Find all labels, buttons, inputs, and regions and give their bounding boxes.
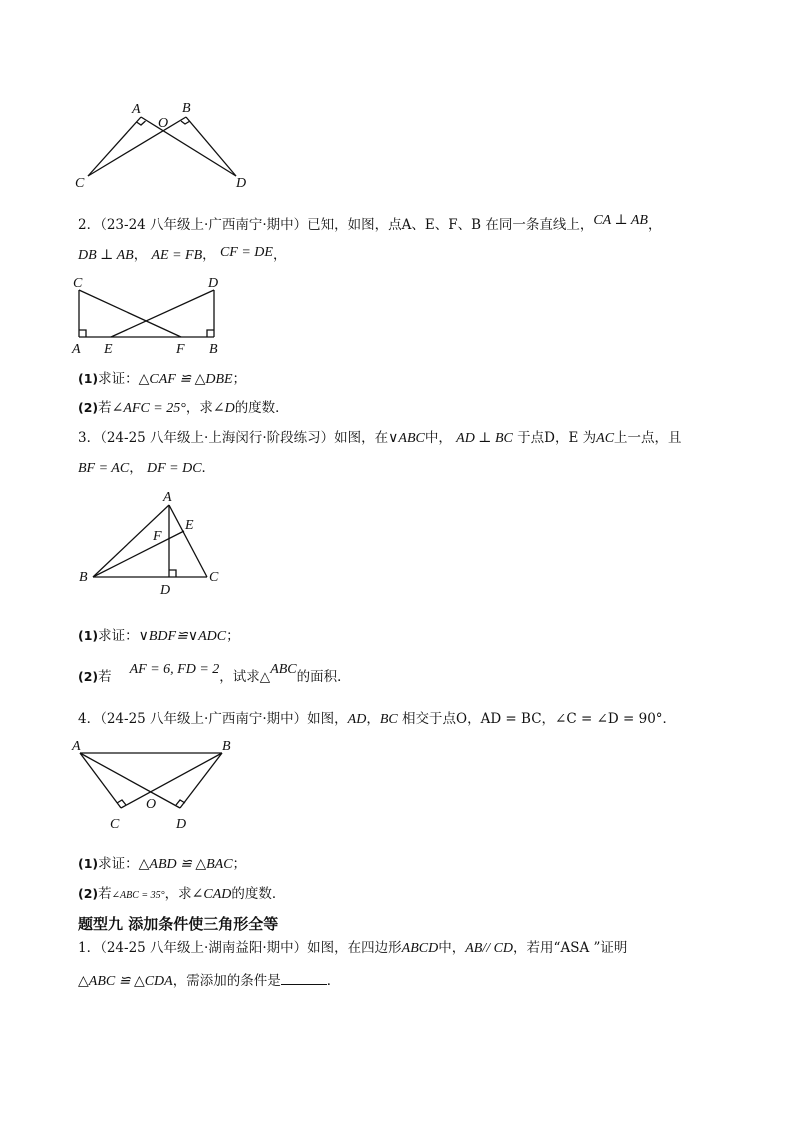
q3-triangle: ∨ABC: [388, 431, 425, 446]
s1-end1: ，需添加的条件是: [172, 973, 281, 989]
q4-label-d: D: [176, 817, 187, 832]
q3-cond-df-eq-dc: DF = DC: [146, 461, 202, 476]
q3-number: 3．: [78, 430, 101, 446]
q4-bc: BC: [379, 712, 398, 727]
q2-part2-mid: ，求: [185, 400, 213, 416]
q4-part2-math2: ∠CAD: [191, 887, 232, 902]
s1-statement-line2: [78, 970, 340, 991]
q2-part2-math: ∠AFC = 25°: [111, 401, 186, 416]
q2-end: ，: [272, 247, 287, 263]
q2-part1-text: 求证：: [98, 371, 139, 387]
q3-mid1: 中，: [424, 430, 452, 446]
section-heading: 题型九 添加条件使三角形全等: [78, 915, 279, 933]
q4-sep1: ，: [366, 711, 380, 727]
q3-label-c: C: [209, 570, 219, 585]
q3-part2-math: AF = 6, FD = 2: [129, 662, 220, 677]
q3-label-b: B: [79, 570, 88, 585]
q4-segment-bc: [121, 753, 222, 808]
q2-label-a: A: [72, 342, 81, 357]
q4-part1: [78, 855, 246, 874]
q4-part2: [78, 885, 285, 905]
q2-cond-db-perp-ab: DB ⊥ AB: [78, 248, 134, 263]
s1-statement-line1: [78, 939, 627, 958]
q2-label-c: C: [73, 276, 83, 291]
s1-abcd: ABCD: [401, 941, 439, 956]
q3-mid3: 上一点，且: [614, 430, 682, 446]
q2-cond-ca-perp-ab: CA ⊥ AB: [593, 213, 648, 228]
label-a: A: [132, 102, 141, 117]
q3-label-e: E: [185, 518, 194, 533]
s1-answer-blank[interactable]: [281, 970, 327, 985]
s1-number: 1．: [78, 940, 101, 956]
q2-label-e: E: [104, 342, 113, 357]
q2-part1-label: (1): [78, 371, 99, 386]
q2-number: 2．: [78, 217, 101, 233]
q2-part1-end: ；: [232, 371, 247, 387]
q3-part1-end: ；: [226, 628, 240, 644]
q3-sep: ，: [129, 460, 143, 476]
q2-source: （23-24 八年级上·广西南宁·期中）已知，如图，点A、E、F、B 在同一条直线上，: [100, 217, 594, 233]
q4-label-a: A: [72, 739, 81, 754]
q2-sep1: ，: [647, 217, 662, 233]
s1-source: （24-25 八年级上·湖南益阳·期中）如图，在四边形: [100, 940, 402, 956]
q4-part2-mid: ，求: [164, 886, 192, 902]
q3-part2-math2: ABC: [270, 662, 297, 677]
q2-part2-end: 的度数．: [234, 400, 289, 416]
s1-mid2: ，若用“ASA ”证明: [513, 940, 628, 956]
s1-parallel: AB// CD: [465, 941, 514, 956]
q2-cond-ae-eq-fb: AE = FB: [151, 248, 203, 263]
q2-part2-math2: ∠D: [212, 401, 235, 416]
q2-part1-math: △CAF ≌ △DBE: [138, 372, 233, 387]
q4-label-b: B: [222, 739, 231, 754]
q4-segment-ac: [80, 753, 121, 808]
q3-label-f: F: [153, 529, 162, 544]
q4-part1-label: (1): [78, 856, 99, 871]
q3-part2-mid: ，试求△: [219, 669, 271, 685]
q3-part2-end: 的面积．: [296, 669, 351, 685]
s1-mid1: 中，: [438, 940, 466, 956]
q2-label-d: D: [208, 276, 219, 291]
q4-label-o: O: [146, 797, 157, 812]
q3-part1-text: 求证：: [98, 628, 139, 644]
q3-end: ．: [201, 460, 216, 476]
q4-end: ．: [662, 711, 677, 727]
q2-part2-label: (2): [78, 400, 99, 415]
q3-mid2: 于点D，E 为: [517, 430, 597, 446]
q2-sep3: ，: [202, 247, 216, 263]
q3-label-a: A: [163, 490, 172, 505]
label-c: C: [75, 176, 85, 191]
q4-part1-text: 求证：: [98, 856, 139, 872]
q4-part2-math: ∠ABC = 35°: [111, 890, 165, 901]
q3-ac: AC: [596, 431, 615, 446]
q2-label-f: F: [176, 342, 185, 357]
q3-label-d: D: [160, 583, 171, 598]
q4-segment-bd: [180, 753, 222, 808]
q2-cond-cf-eq-de: CF = DE: [219, 245, 273, 260]
q3-source: （24-25 八年级上·上海闵行·阶段练习）如图，在: [100, 430, 389, 446]
q4-part2-text: 若: [98, 886, 112, 902]
q3-cond-ad-perp-bc: AD ⊥ BC: [456, 431, 513, 446]
q3-part2-text: 若: [98, 669, 112, 685]
q4-number: 4．: [78, 711, 101, 727]
s1-congruence: △ABC ≌ △CDA: [78, 974, 173, 989]
q4-part2-end: 的度数．: [231, 886, 286, 902]
s1-end2: ．: [326, 973, 341, 989]
q4-mid: 相交于点O，AD = BC，∠C = ∠D = 90°: [402, 711, 663, 727]
q4-source: （24-25 八年级上·广西南宁·期中）如图，: [100, 711, 348, 727]
label-b: B: [182, 101, 191, 116]
q2-sep2: ，: [133, 247, 148, 263]
q4-part2-label: (2): [78, 886, 99, 901]
q4-label-c: C: [110, 817, 120, 832]
q4-segment-ad: [80, 753, 180, 808]
q3-part1-label: (1): [78, 628, 99, 643]
q2-part2-text: 若: [98, 400, 112, 416]
label-d: D: [236, 176, 247, 191]
q4-ad: AD: [347, 712, 367, 727]
q3-part1-math: ∨BDF≌∨ADC: [138, 629, 227, 644]
q3-cond-bf-eq-ac: BF = AC: [78, 461, 130, 476]
label-o: O: [158, 116, 169, 131]
q4-part1-math: △ABD ≌ △BAC: [138, 857, 233, 872]
q3-part2-label: (2): [78, 669, 99, 684]
q2-label-b: B: [209, 342, 218, 357]
q4-part1-end: ；: [232, 856, 247, 872]
